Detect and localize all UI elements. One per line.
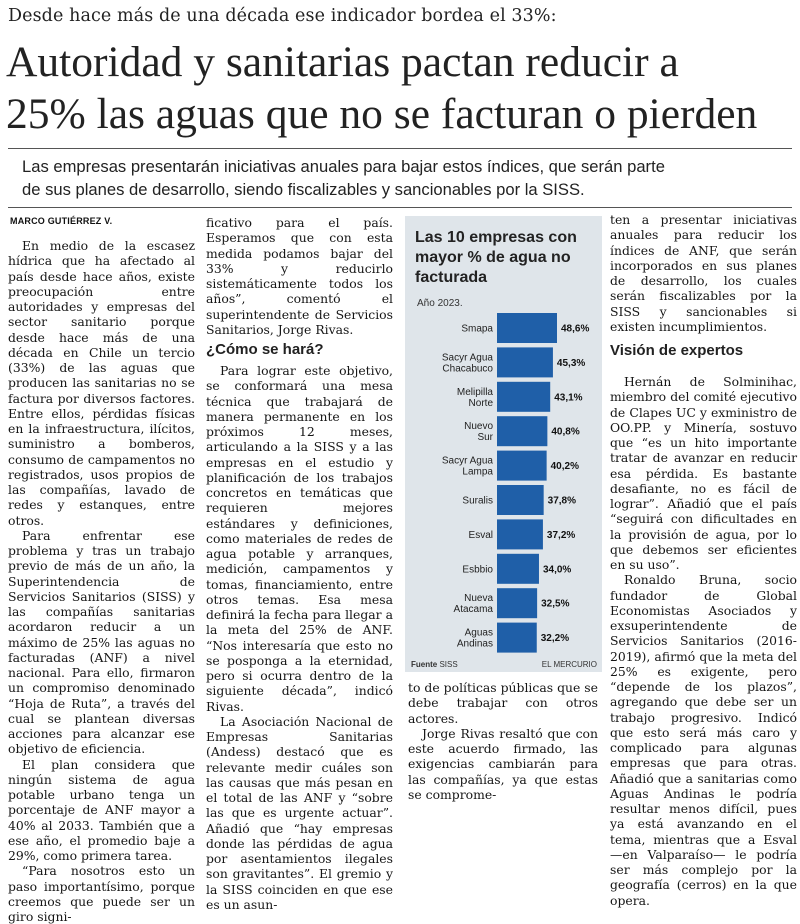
chart-panel — [405, 216, 602, 672]
headline-line-1: Autoridad y sanitarias pactan reducir a — [6, 38, 679, 86]
bar-5 — [497, 451, 547, 481]
paragraph: La Asociación Nacional de Empresas Sanitarias (Andess) destacó que es relevante medir cuáles son las causas que más pesan en el total de las ANF y “sobre las que es urgente actuar”. Añadió que “hay empresas donde las pérdidas de agua por asentamientos ilegales son gravitantes”. El gremio y la SISS coinciden en que ese es un asun- — [206, 713, 393, 912]
chart-footer — [411, 660, 597, 669]
value-label: 40,8% — [551, 426, 580, 438]
category-label: Melipilla Norte — [456, 386, 493, 409]
publisher: EL MERCURIO — [541, 660, 597, 669]
lead-line-2: de sus planes de desarrollo, siendo fiscalizables y sancionables por la SISS. — [22, 180, 585, 199]
divider — [8, 148, 792, 149]
divider — [8, 207, 792, 208]
paragraph: to de políticas públicas que se debe trabajar con otros actores. — [408, 680, 598, 726]
lead — [8, 155, 792, 201]
bar-8 — [497, 554, 539, 584]
category-label: Esbbio — [462, 564, 493, 576]
value-label: 48,6% — [561, 323, 590, 335]
byline: MARCO GUTIÉRREZ V. — [10, 216, 113, 226]
bar-7 — [497, 519, 543, 549]
bar-10 — [497, 623, 537, 653]
column-2 — [206, 215, 393, 912]
bar-1 — [497, 313, 557, 343]
paragraph: El plan considera que ningún sistema de agua potable urbano tenga un porcentaje de ANF mayor a 40% al 2033. También que a ese año, el promedio baje a 29%, como primera tarea. — [8, 756, 195, 863]
value-label: 32,2% — [540, 633, 570, 645]
category-label: Nuevo Sur — [464, 421, 493, 444]
headline — [6, 36, 796, 140]
paragraph: ten a presentar iniciativas anuales para reducir los índices de ANF, que serán incorporados en sus planes de desarrollo, los cuales serán fiscalizables por la SISS y sancionables si existen incumplimientos. — [610, 212, 797, 334]
value-label: 37,8% — [547, 495, 577, 507]
chart-subtitle: Año 2023. — [417, 298, 463, 309]
paragraph: ficativo para el país. Esperamos que con esta medida podamos bajar del 33% y reducirlo sistemáticamente todos los años”, comentó el superintendente de Servicios Sanitarios, Jorge Rivas. — [206, 215, 393, 337]
value-label: 40,2% — [550, 461, 579, 473]
lead-line-1: Las empresas presentarán iniciativas anuales para bajar estos índices, que serán parte — [22, 157, 665, 176]
column-4 — [610, 212, 797, 908]
paragraph: Para enfrentar ese problema y tras un trabajo previo de más de un año, la Superintendencia de Servicios Sanitarios (SISS) y las compañías sanitarias acordaron reducir a un máximo de 25% las aguas no facturadas (ANF) a nivel nacional. Para ello, firmaron un compromiso denominado “Hoja de Ruta”, a través del cual se plantean diversas acciones para alcanzar ese objetivo de eficiencia. — [8, 527, 195, 757]
source-name: SISS — [439, 660, 458, 669]
value-label: 37,2% — [546, 529, 576, 541]
section-heading: ¿Cómo se hará? — [206, 341, 324, 358]
paragraph: Para lograr este objetivo, se conformará una mesa técnica que trabajará de manera permanente en los próximos 12 meses, articulando a la SISS y a las empresas en el estudio y planificación de los trabajos concretos en temáticas que requieren mejores estándares y definiciones, como materiales de redes de agua potable y arranques, medición, campamentos y tomas, financiamiento, entre otros temas. Esa mesa definirá la fecha para llegar a la meta del 25% de ANF. “Nos interesaría que esto no se posponga a la eternidad, pero si ocurra dentro de la siguiente década”, indicó Rivas. — [206, 363, 393, 714]
category-label: Sacyr Agua Chacabuco — [441, 352, 493, 375]
bar-9 — [497, 588, 537, 618]
category-label: Esval — [468, 529, 493, 541]
chart-title: Las 10 empresas con mayor % de agua no facturada — [415, 229, 577, 286]
column-3 — [408, 680, 598, 802]
source-label: Fuente — [411, 660, 438, 669]
bar-4 — [497, 416, 547, 446]
category-label: Sacyr Agua Lampa — [441, 455, 493, 478]
category-label: Aguas Andinas — [456, 627, 493, 650]
bar-3 — [497, 382, 550, 412]
section-heading: Visión de expertos — [610, 342, 744, 359]
bar-6 — [497, 485, 544, 515]
paragraph: Hernán de Solminihac, miembro del comité ejecutivo de Clapes UC y exministro de OO.PP. y Minería, sostuvo que “es un hito importante tratar de avanzar en reducir esa pérdida. Es bastante desafiante, no es fácil de lograr”. Añadió que el país “seguirá con dificultades en la provisión de agua, por lo que debemos ser eficientes en su uso”. — [610, 374, 797, 572]
category-label: Nueva Atacama — [453, 593, 493, 616]
paragraph: Jorge Rivas resaltó que con este acuerdo firmado, las exigencias cambiarán para las compañías, ya que estas se comprome- — [408, 725, 598, 802]
value-label: 34,0% — [542, 564, 572, 576]
kicker: Desde hace más de una década ese indicador bordea el 33%: — [8, 6, 557, 26]
bar-2 — [497, 347, 553, 377]
paragraph: “Para nosotros esto un paso importantísimo, porque creemos que puede ser un giro signi- — [8, 863, 195, 924]
bar-chart — [405, 216, 602, 672]
value-label: 32,5% — [541, 598, 570, 610]
value-label: 43,1% — [554, 392, 583, 404]
paragraph: Ronaldo Bruna, socio fundador de Global Economistas Asociados y exsuperintendente de Servicios Sanitarios (2016-2019), afirmó que la meta del 25% es exigente, pero “depende de los plazos”, agregando que debe ser un trabajo progresivo. Indicó que esto será más caro y complicado para algunas empresas que para otras. Añadió que a sanitarias como Aguas Andinas le podría resultar menos difícil, pues ya está avanzando en el tema, mientras que a Esval —en Valparaíso— le podría ser más complejo por la geografía (cerros) en la que opera. — [610, 572, 797, 908]
column-1 — [8, 238, 195, 924]
value-label: 45,3% — [556, 357, 586, 369]
headline-line-2: 25% las aguas que no se facturan o pierden — [6, 90, 758, 138]
paragraph: En medio de la escasez hídrica que ha afectado al país desde hace años, existe preocupación entre autoridades y empresas del sector sanitario porque desde hace más de una década en Chile un tercio (33%) de las aguas que producen las sanitarias no se factura por diversos factores. Entre ellos, pérdidas físicas en la infraestructura, ilícitos, suministro a bomberos, consumo de campamentos no registrados, usos propios de las compañías, lavado de redes y estanques, entre otros. — [8, 238, 195, 528]
category-label: Suralis — [462, 495, 493, 507]
category-label: Smapa — [461, 323, 493, 335]
